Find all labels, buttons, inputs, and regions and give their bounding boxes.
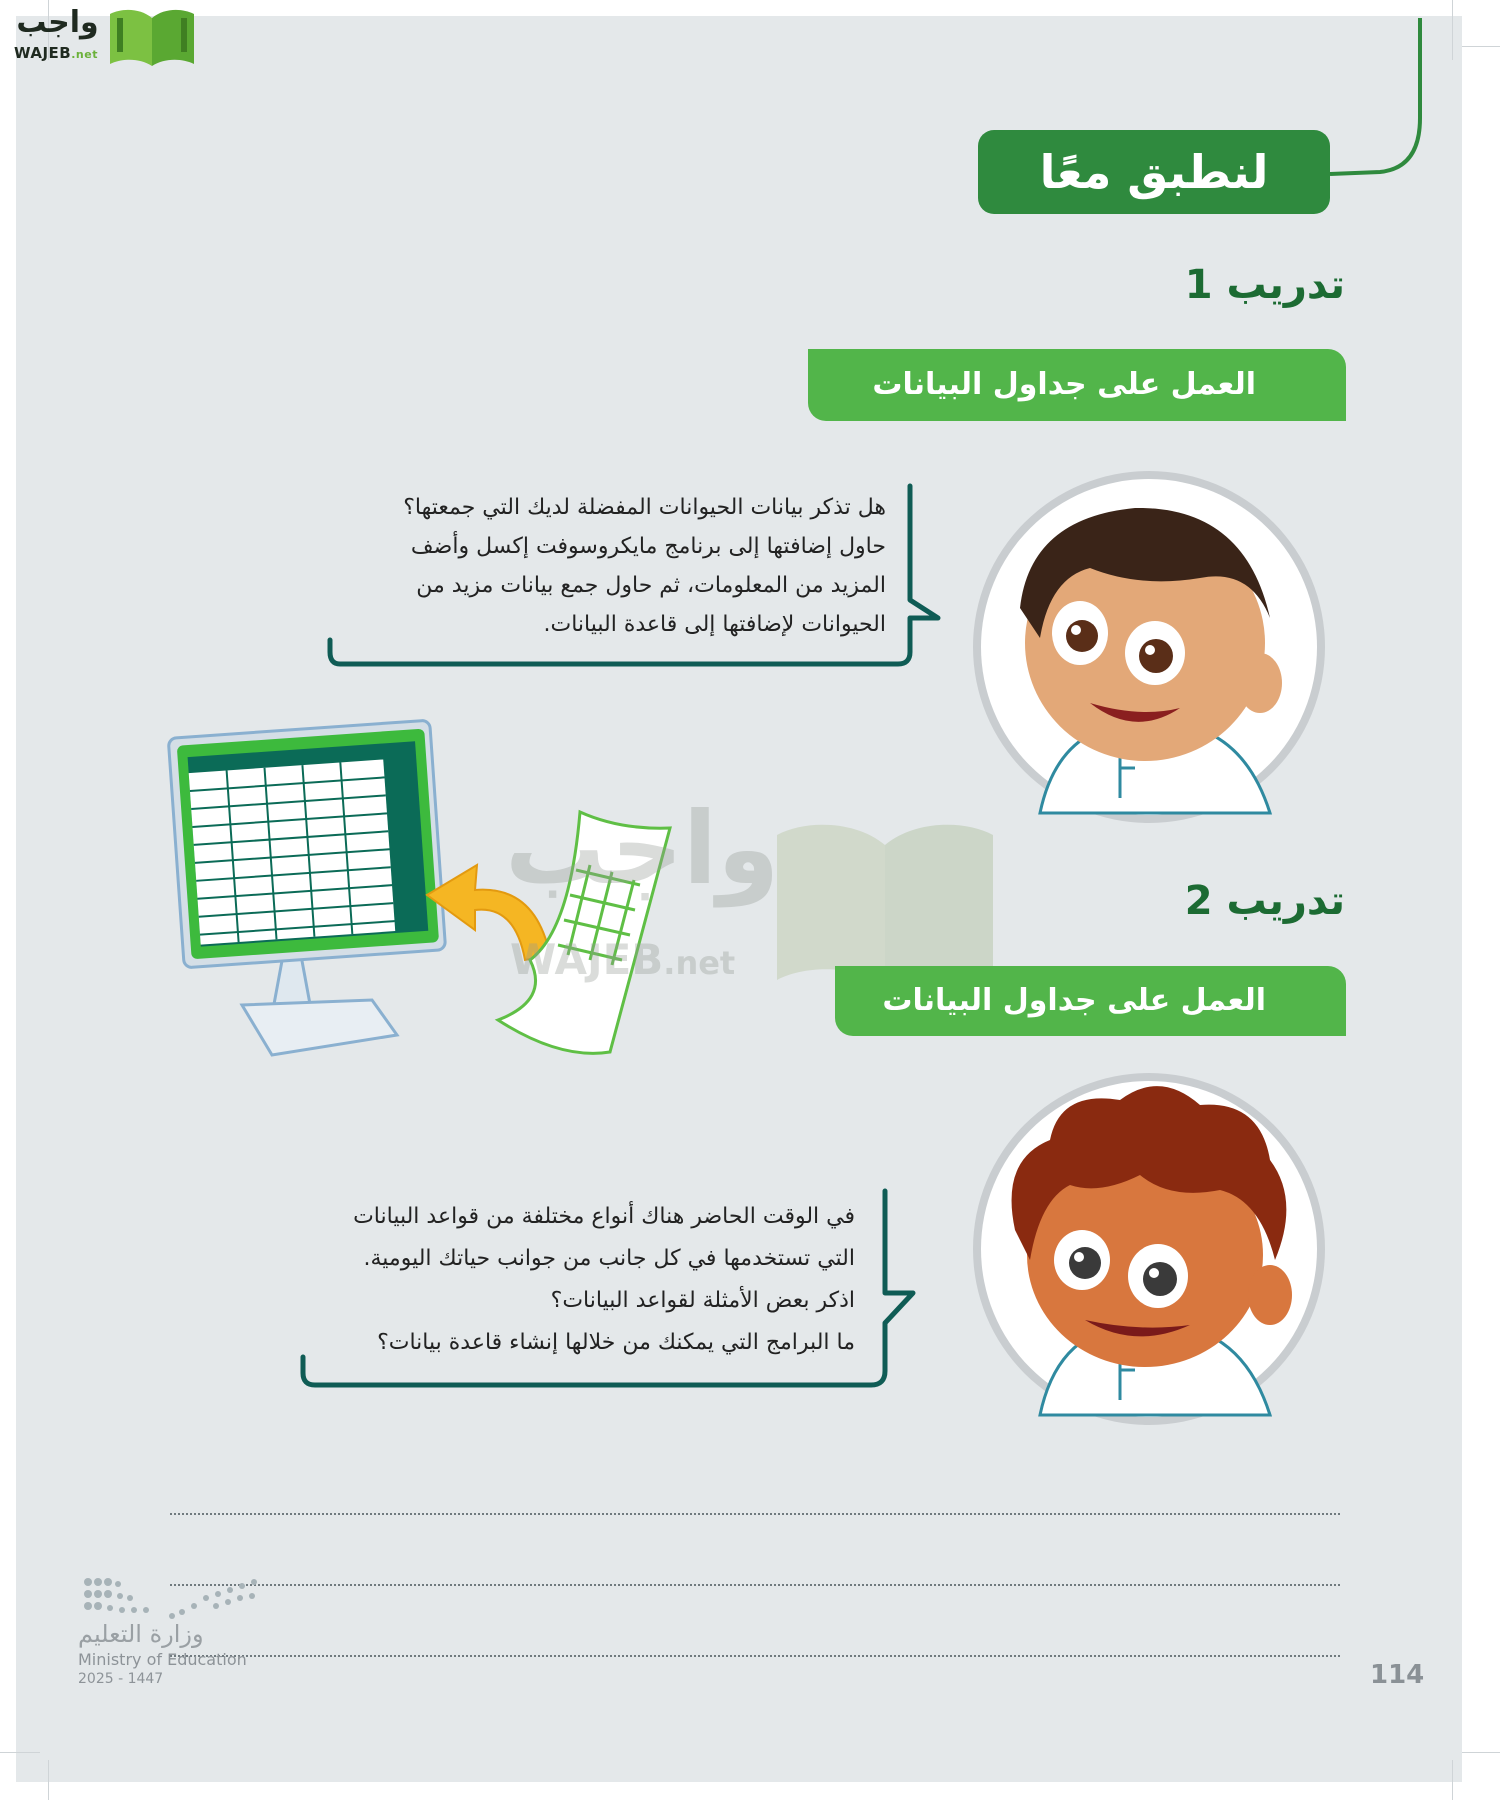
section-title: لنطبق معًا [978, 130, 1330, 214]
watermark-english: WAJEB.net [510, 935, 736, 984]
text-line: حاول إضافتها إلى برنامج مايكروسوفت إكسل وأضف [410, 534, 886, 559]
computer-spreadsheet-illustration [172, 725, 452, 1055]
training-1-text [330, 488, 886, 644]
crop-mark [1462, 1752, 1500, 1753]
crop-mark [1462, 46, 1500, 47]
text-line: الحيوانات لإضافتها إلى قاعدة البيانات. [543, 612, 886, 637]
training-2-text [300, 1196, 855, 1364]
text-line: في الوقت الحاضر هناك أنواع مختلفة من قواعد البيانات [353, 1204, 855, 1229]
watermark-arabic: واجب [505, 790, 780, 907]
crop-mark [0, 1752, 40, 1753]
ministry-english: Ministry of Education [78, 1650, 247, 1669]
watermark-book-icon [775, 815, 995, 985]
ministry-dots-icon [82, 1576, 262, 1626]
training-2-bar: العمل على جداول البيانات [835, 966, 1346, 1036]
writing-line [170, 1584, 1340, 1586]
book-icon [106, 6, 198, 68]
writing-line [170, 1655, 1340, 1657]
text-line: التي تستخدمها في كل جانب من جوانب حياتك اليومية. [363, 1246, 855, 1271]
ministry-arabic: وزارة التعليم [78, 1620, 204, 1648]
edition-year: 2025 - 1447 [78, 1671, 164, 1687]
logo-arabic: واجب [16, 5, 99, 40]
crop-mark [1452, 0, 1453, 60]
boy-avatar-1 [970, 468, 1328, 826]
text-line: المزيد من المعلومات، ثم حاول جمع بيانات مزيد من [416, 573, 886, 598]
training-1-heading: تدريب 1 [1184, 262, 1345, 308]
writing-line [170, 1513, 1340, 1515]
text-line: هل تذكر بيانات الحيوانات المفضلة لديك التي جمعتها؟ [403, 495, 886, 520]
wajeb-logo[interactable] [10, 4, 190, 66]
training-2-heading: تدريب 2 [1184, 878, 1345, 924]
crop-mark [48, 1760, 49, 1800]
text-line: ما البرامج التي يمكنك من خلالها إنشاء قاعدة بيانات؟ [377, 1330, 855, 1355]
page-number: 114 [1370, 1660, 1425, 1690]
connector-line [1320, 18, 1420, 178]
crop-mark [1452, 1760, 1453, 1800]
training-1-bar: العمل على جداول البيانات [808, 349, 1346, 421]
boy-avatar-2 [970, 1070, 1328, 1428]
logo-english: WAJEB.net [14, 44, 98, 62]
ministry-of-education-logo [78, 1568, 278, 1687]
text-line: اذكر بعض الأمثلة لقواعد البيانات؟ [550, 1288, 855, 1313]
